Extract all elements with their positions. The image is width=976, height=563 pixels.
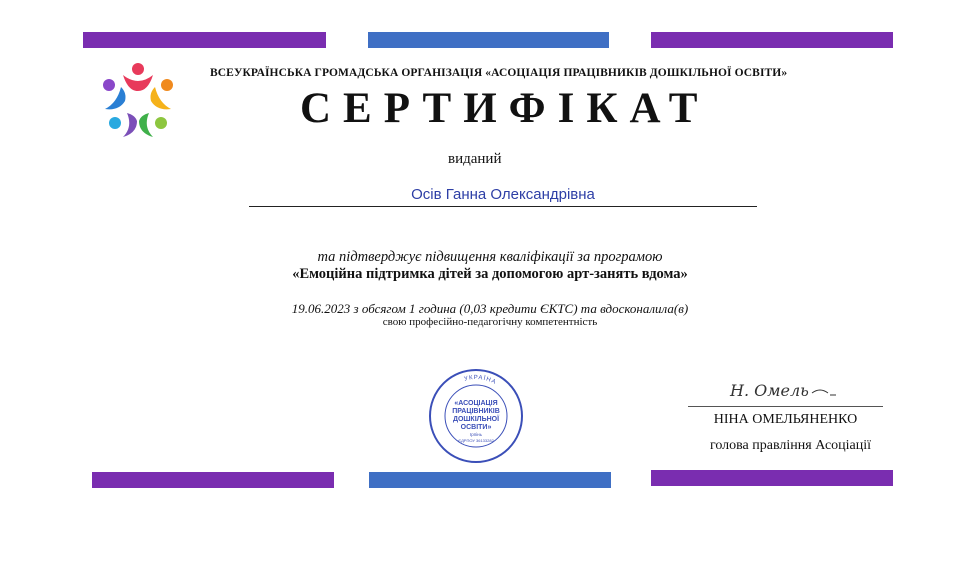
seal-name-line-3: ДОШКІЛЬНОЇ — [452, 416, 500, 423]
signature-line — [688, 406, 883, 407]
seal-name-line-1: «АСОЦІАЦІЯ — [454, 400, 498, 407]
bottom-right-decor-bar — [651, 470, 893, 486]
recipient-underline — [249, 206, 757, 207]
signature-icon — [728, 377, 838, 403]
seal-name-line-4: ОСВІТИ» — [460, 424, 492, 431]
competence-text: свою професійно-педагогічну компетентність — [382, 316, 598, 328]
signer-role: голова правління Асоціації — [709, 438, 872, 453]
certificate-title: СЕРТИФІКАТ — [300, 85, 710, 132]
top-center-decor-bar — [368, 32, 609, 48]
seal-city: Ірпінь — [469, 432, 483, 437]
signer-name: НІНА ОМЕЛЬЯНЕНКО — [713, 412, 858, 427]
round-stamp-icon — [427, 367, 525, 465]
confirmation-text: та підтверджує підвищення кваліфікації за програмою — [317, 249, 663, 265]
bottom-left-decor-bar — [92, 472, 334, 488]
issued-label: виданий — [448, 151, 502, 167]
top-right-decor-bar — [651, 32, 893, 48]
top-left-decor-bar — [83, 32, 326, 48]
course-details: 19.06.2023 з обсягом 1 година (0,03 кредити ЄКТС) та вдосконалила(в) — [291, 301, 689, 316]
recipient-name: Осів Ганна Олександрівна — [411, 186, 595, 203]
svg-text:УКРАЇНА — [464, 375, 498, 386]
program-title: «Емоційна підтримка дітей за допомогою арт-занять вдома» — [292, 266, 688, 282]
signature-text: Н. Омель — [730, 381, 809, 400]
seal-country: УКРАЇНА — [463, 374, 498, 387]
people-circle-logo-icon — [93, 57, 183, 139]
seal-name-line-2: ПРАЦІВНИКІВ — [452, 408, 500, 415]
organization-name: ВСЕУКРАЇНСЬКА ГРОМАДСЬКА ОРГАНІЗАЦІЯ «АСОЦІАЦІЯ ПРАЦІВНИКІВ ДОШКІЛЬНОЇ ОСВІТИ» — [210, 67, 788, 79]
bottom-center-decor-bar — [369, 472, 611, 488]
seal-code: ЄДРПОУ 36133282 — [458, 438, 494, 443]
